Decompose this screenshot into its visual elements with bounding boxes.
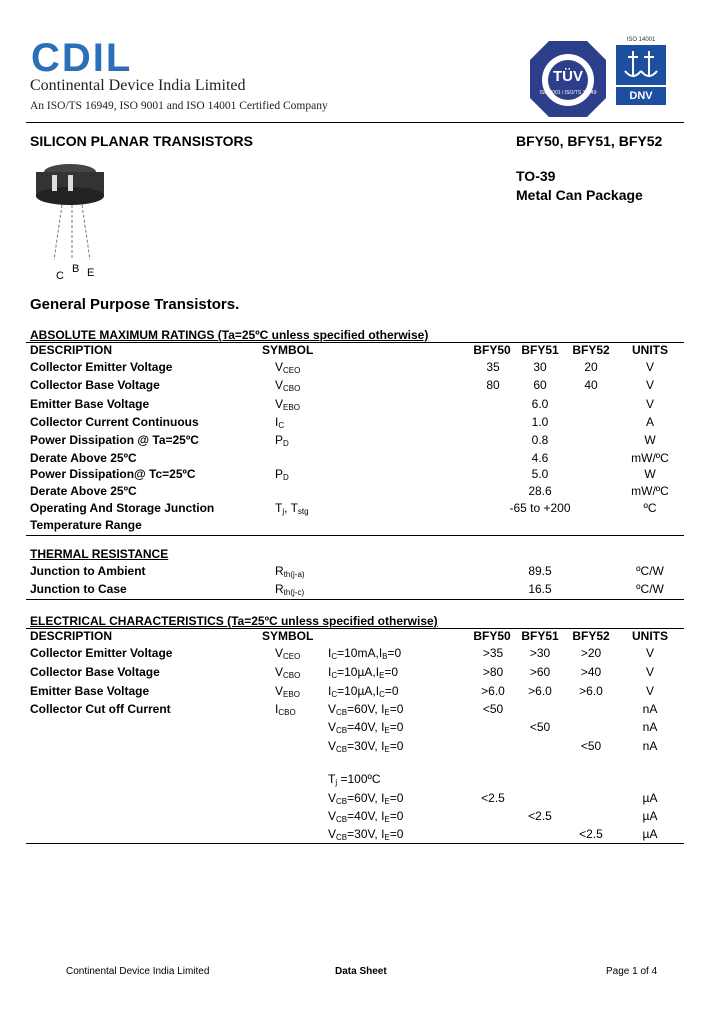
- dnv-label: DNV: [616, 87, 666, 105]
- certification-text: An ISO/TS 16949, ISO 9001 and ISO 14001 Certified Company: [30, 100, 328, 112]
- cell-unit: nA: [642, 720, 658, 734]
- cell-v51: 30: [533, 360, 547, 374]
- row-symbol: $V_{CBO}$: [275, 665, 301, 680]
- subtitle: General Purpose Transistors.: [30, 296, 240, 313]
- pin-label-e: E: [87, 267, 95, 279]
- cell-unit: ºC/W: [636, 582, 664, 596]
- cell-v52: >6.0: [579, 684, 603, 698]
- anchor-icon: [616, 45, 666, 85]
- row-symbol: $V_{EBO}$: [275, 397, 300, 412]
- row-condition: $V_{CB}=40V$, $I_E=0$: [328, 809, 404, 824]
- row-description: Collector Cut off Current: [30, 702, 171, 716]
- column-header-symbol: SYMBOL: [262, 343, 314, 357]
- row-description: Power Dissipation @ Ta=25ºC: [30, 433, 199, 447]
- row-description: Collector Current Continuous: [30, 415, 199, 429]
- cell-unit: W: [644, 467, 656, 481]
- tuv-badge-text: TÜV: [553, 68, 583, 85]
- cell-v51: >30: [529, 646, 551, 660]
- row-description: Collector Emitter Voltage: [30, 360, 173, 374]
- cell-unit: W: [644, 433, 656, 447]
- company-name: Continental Device India Limited: [30, 77, 246, 94]
- elec-heading: ELECTRICAL CHARACTERISTICS (Ta=25ºC unless specified otherwise): [30, 614, 438, 628]
- row-symbol: $V_{CEO}$: [275, 360, 301, 375]
- row-symbol: $P_D$: [275, 467, 289, 482]
- to39-package-drawing: [30, 160, 110, 260]
- row-description: Derate Above 25ºC: [30, 451, 137, 465]
- footer-datasheet: Data Sheet: [335, 966, 387, 977]
- footer-company: Continental Device India Limited: [66, 966, 210, 977]
- row-description: Power Dissipation@ Tc=25ºC: [30, 467, 196, 481]
- pin-label-c: C: [56, 270, 64, 282]
- cell-v51: 89.5: [528, 564, 552, 578]
- cell-v51: 60: [533, 378, 547, 392]
- cell-unit: V: [645, 646, 655, 660]
- cell-unit: V: [645, 360, 655, 374]
- row-description: Collector Emitter Voltage: [30, 646, 173, 660]
- row-symbol: $I_C$: [275, 415, 285, 430]
- cell-v52: 40: [584, 378, 598, 392]
- column-header-bfy50: BFY50: [473, 629, 511, 643]
- row-description: Derate Above 25ºC: [30, 484, 137, 498]
- row-symbol: $V_{EBO}$: [275, 684, 300, 699]
- cell-v52: >20: [580, 646, 602, 660]
- cell-v51: <2.5: [528, 809, 552, 823]
- cell-unit: µA: [642, 827, 658, 841]
- part-numbers: BFY50, BFY51, BFY52: [516, 133, 663, 149]
- row-description: Emitter Base Voltage: [30, 397, 150, 411]
- cell-v50: >35: [482, 646, 504, 660]
- row-condition: $V_{CB}=30V$, $I_E=0$: [328, 827, 404, 842]
- row-description: Emitter Base Voltage: [30, 684, 150, 698]
- row-description: Collector Base Voltage: [30, 378, 160, 392]
- package-type: TO-39: [516, 168, 556, 184]
- row-symbol: $P_D$: [275, 433, 289, 448]
- tuv-certification-badge: [529, 40, 607, 118]
- table-rule: [26, 599, 684, 600]
- column-header-description: DESCRIPTION: [30, 343, 113, 357]
- footer-page: Page 1 of 4: [606, 966, 658, 977]
- cell-unit: nA: [642, 702, 658, 716]
- column-header-bfy52: BFY52: [572, 629, 610, 643]
- cell-v50: 80: [486, 378, 500, 392]
- row-condition: $T_j$ =100ºC: [328, 772, 381, 787]
- cell-unit: mW/ºC: [631, 451, 669, 465]
- cell-v50: >80: [482, 665, 504, 679]
- page-title: SILICON PLANAR TRANSISTORS: [30, 133, 253, 149]
- abs-max-heading: ABSOLUTE MAXIMUM RATINGS (Ta=25ºC unless specified otherwise): [30, 328, 429, 342]
- cell-v51: 28.6: [528, 484, 552, 498]
- row-condition: $V_{CB}=60V$, $I_E=0$: [328, 702, 404, 717]
- cell-unit: nA: [642, 739, 658, 753]
- row-description: Junction to Ambient: [30, 564, 146, 578]
- row-description: Junction to Case: [30, 582, 127, 596]
- cell-unit: V: [645, 665, 655, 679]
- cell-unit: A: [645, 415, 655, 429]
- column-header-description: DESCRIPTION: [30, 629, 113, 643]
- column-header-units: UNITS: [632, 343, 668, 357]
- row-condition: $I_C=10mA,I_B=0$: [328, 646, 402, 661]
- cell-unit: V: [645, 378, 655, 392]
- cell-unit: ºC/W: [636, 564, 664, 578]
- column-header-bfy50: BFY50: [473, 343, 511, 357]
- cell-unit: µA: [642, 809, 658, 823]
- cell-v52: 20: [584, 360, 598, 374]
- company-logo: CDIL: [31, 36, 133, 80]
- thermal-heading: THERMAL RESISTANCE: [30, 547, 169, 561]
- cell-unit: ºC: [643, 501, 657, 515]
- cell-v52: <50: [580, 739, 602, 753]
- cell-v50: >6.0: [481, 684, 505, 698]
- row-symbol: $V_{CBO}$: [275, 378, 301, 393]
- column-header-bfy51: BFY51: [521, 629, 559, 643]
- row-description: Operating And Storage Junction: [30, 501, 215, 515]
- row-symbol: $R_{th(j-a)}$: [275, 564, 305, 579]
- cell-v51: -65 to +200: [509, 501, 571, 515]
- row-symbol: $V_{CEO}$: [275, 646, 301, 661]
- cell-v52: >40: [580, 665, 602, 679]
- cell-v51: <50: [529, 720, 551, 734]
- column-header-symbol: SYMBOL: [262, 629, 314, 643]
- cell-v51: 1.0: [531, 415, 549, 429]
- tuv-standards-text: ISO 9001 / ISO/TS 16949: [539, 90, 597, 96]
- cell-v51: 5.0: [531, 467, 549, 481]
- column-header-bfy52: BFY52: [572, 343, 610, 357]
- cell-v50: <2.5: [481, 791, 505, 805]
- table-rule: [26, 843, 684, 844]
- cell-unit: µA: [642, 791, 658, 805]
- cell-v51: 4.6: [531, 451, 549, 465]
- row-symbol: $R_{th(j-c)}$: [275, 582, 305, 597]
- column-header-units: UNITS: [632, 629, 668, 643]
- row-symbol: $I_{CBO}$: [275, 702, 296, 717]
- row-condition: $I_C=10\mu A,I_E=0$: [328, 665, 399, 680]
- cell-unit: V: [645, 397, 655, 411]
- dnv-certification-badge: [616, 37, 666, 109]
- cell-unit: V: [645, 684, 655, 698]
- package-desc: Metal Can Package: [516, 187, 643, 203]
- cell-v51: >60: [529, 665, 551, 679]
- row-condition: $V_{CB}=60V$, $I_E=0$: [328, 791, 404, 806]
- cell-v50: <50: [482, 702, 504, 716]
- cell-v50: 35: [486, 360, 500, 374]
- column-header-bfy51: BFY51: [521, 343, 559, 357]
- pin-label-b: B: [72, 263, 80, 275]
- row-description: Collector Base Voltage: [30, 665, 160, 679]
- cell-v51: 16.5: [528, 582, 552, 596]
- header-divider: [26, 122, 684, 123]
- row-condition: $V_{CB}=40V$, $I_E=0$: [328, 720, 404, 735]
- cell-v52: <2.5: [579, 827, 603, 841]
- cell-unit: mW/ºC: [631, 484, 669, 498]
- row-description-cont: Temperature Range: [30, 518, 142, 532]
- row-condition: $V_{CB}=30V$, $I_E=0$: [328, 739, 404, 754]
- cell-v51: 6.0: [531, 397, 549, 411]
- dnv-iso-label: ISO 14001: [626, 37, 656, 43]
- cell-v51: >6.0: [528, 684, 552, 698]
- table-rule: [26, 535, 684, 536]
- cell-v51: 0.8: [531, 433, 549, 447]
- row-condition: $I_C=10\mu A,I_C=0$: [328, 684, 399, 699]
- row-symbol: $T_j$, $T_{stg}$: [275, 501, 309, 516]
